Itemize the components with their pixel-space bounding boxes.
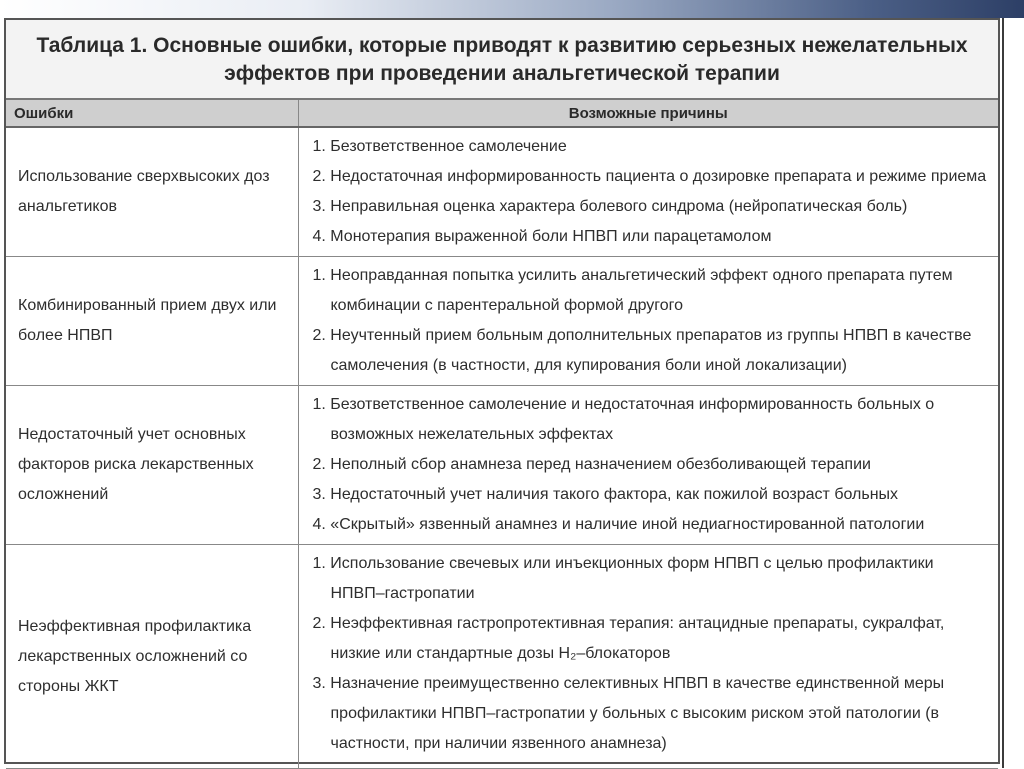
table-row: [6, 257, 998, 386]
cause-item: 4. «Скрытый» язвенный анамнез и наличие иной недиагностированной патологии: [312, 516, 925, 533]
causes-cell: [298, 386, 998, 545]
errors-table: [6, 100, 998, 769]
table-row: [6, 386, 998, 545]
cause-item: 1. Неоправданная попытка усилить анальгетический эффект одного препарата путем комбинации с парентеральной формой другого: [312, 267, 953, 314]
cause-item: 2. Неучтенный прием больным дополнительных препаратов из группы НПВП в качестве самолечения (в частности, для купирования боли иной локализации): [312, 327, 972, 374]
header-row: [6, 100, 998, 127]
table-row: [6, 127, 998, 257]
cause-item: 1. Использование свечевых или инъекционных форм НПВП с целью профилактики НПВП–гастропатии: [312, 555, 934, 602]
table-frame: [4, 18, 1000, 764]
cause-item: 1. Безответственное самолечение: [312, 138, 567, 155]
cause-item: 2. Неэффективная гастропротективная терапия: антацидные препараты, сукралфат, низкие или стандартные дозы H₂–блокаторов: [312, 615, 945, 662]
table-row: [6, 545, 998, 769]
causes-list: [313, 549, 991, 759]
causes-cell: [298, 127, 998, 257]
cause-item: 1. Безответственное самолечение и недостаточная информированность больных о возможных нежелательных эффектах: [312, 396, 935, 443]
causes-cell: [298, 257, 998, 386]
causes-list: [313, 132, 991, 252]
cause-item: 3. Назначение преимущественно селективных НПВП в качестве единственной меры профилактики НПВП–гастропатии у больных с высоким риском этой патологии (в частности, при наличии язвенного анамнеза): [312, 675, 945, 752]
error-cell: Неэффективная профилактика лекарственных осложнений со стороны ЖКТ: [6, 545, 298, 769]
error-cell: Недостаточный учет основных факторов риска лекарственных осложнений: [6, 386, 298, 545]
error-cell: Использование сверхвысоких доз анальгетиков: [6, 127, 298, 257]
slide-top-bar: [0, 0, 1024, 18]
slide-right-bar: [1002, 18, 1024, 768]
error-cell: Комбинированный прием двух или более НПВП: [6, 257, 298, 386]
header-causes: Возможные причины: [298, 100, 998, 127]
causes-list: [313, 390, 991, 540]
cause-item: 4. Монотерапия выраженной боли НПВП или парацетамолом: [312, 228, 772, 245]
caption-line-2: эффектов при проведении анальгетической терапии: [224, 62, 780, 85]
cause-item: 3. Недостаточный учет наличия такого фактора, как пожилой возраст больных: [312, 486, 899, 503]
cause-item: 2. Недостаточная информированность пациента о дозировке препарата и режиме приема: [312, 168, 987, 185]
cause-item: 2. Неполный сбор анамнеза перед назначением обезболивающей терапии: [312, 456, 871, 473]
causes-cell: [298, 545, 998, 769]
caption-line-1: Таблица 1. Основные ошибки, которые приводят к развитию серьезных нежелательных: [36, 34, 968, 57]
causes-list: [313, 261, 991, 381]
cause-item: 3. Неправильная оценка характера болевого синдрома (нейропатическая боль): [312, 198, 908, 215]
header-errors: Ошибки: [6, 100, 298, 127]
table-caption: [6, 20, 998, 100]
